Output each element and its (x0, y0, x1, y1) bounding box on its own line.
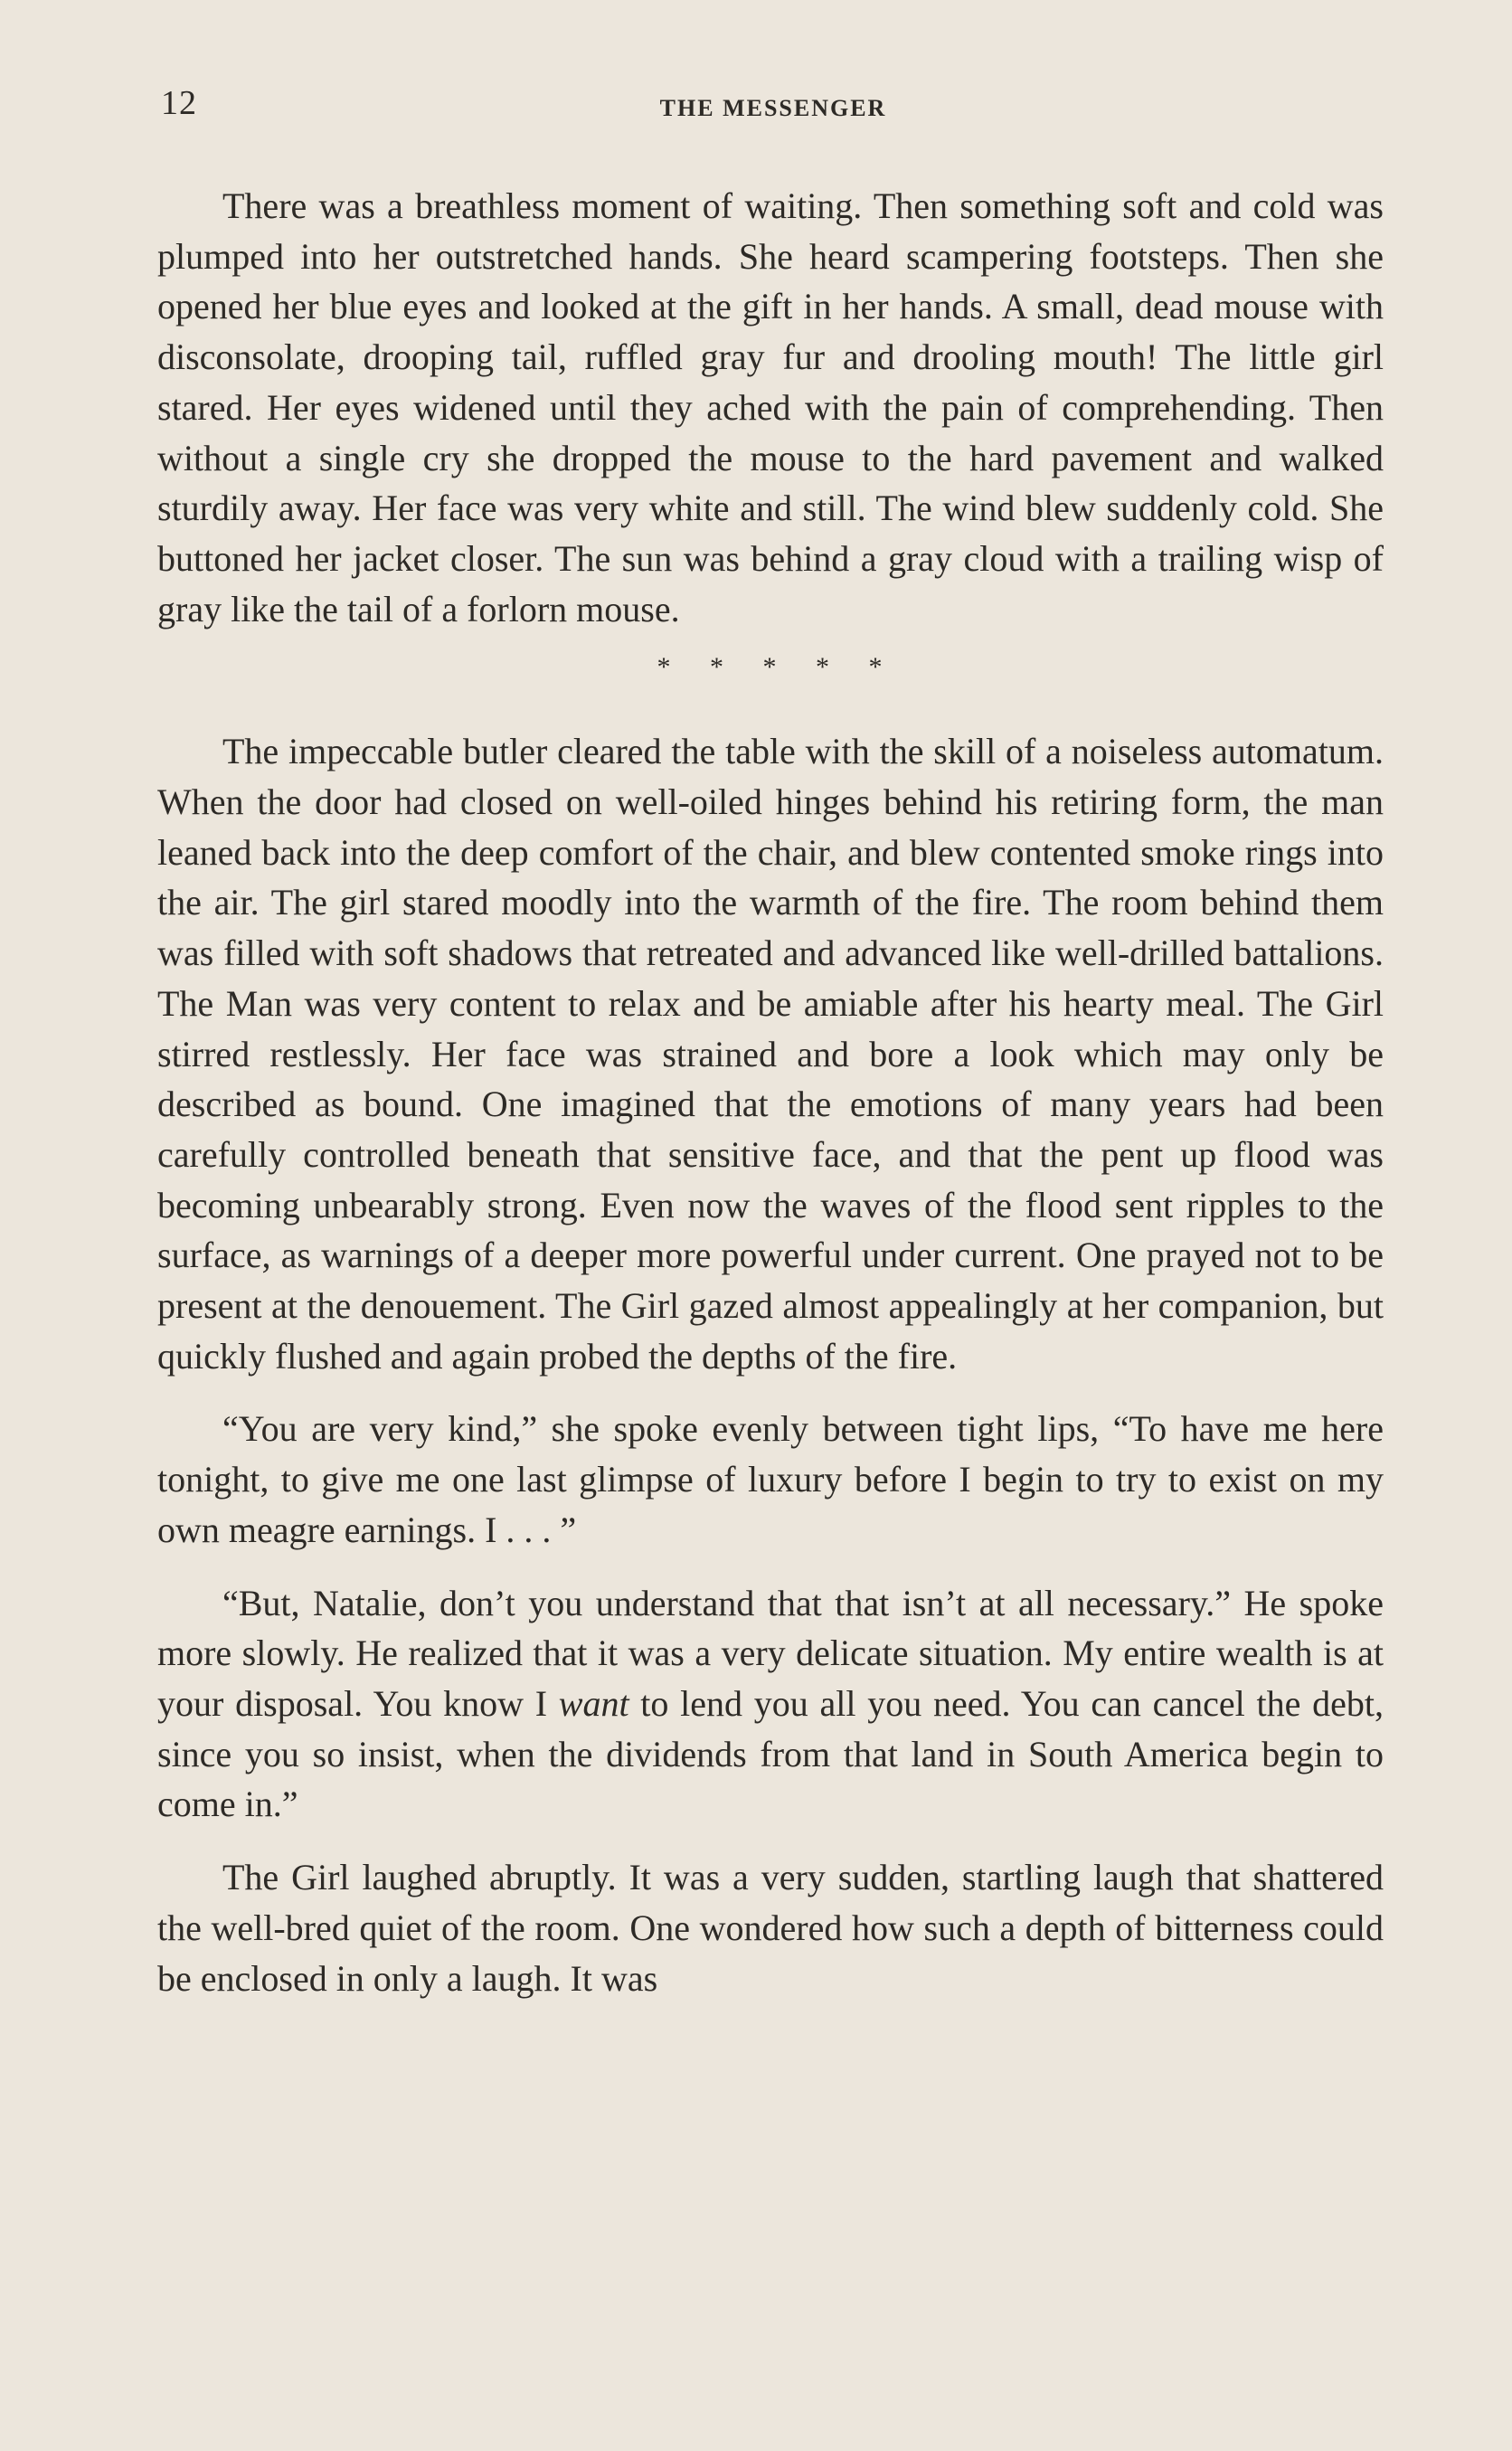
journal-title: THE MESSENGER (659, 95, 887, 121)
body-text (157, 181, 1384, 2003)
paragraph-butler-scene: The impeccable butler cleared the table with the skill of a noiseless automatum. When the door had closed on well-oiled hinges behind his retiring form, the man leaned back into the deep comfort of the chair, and blew contented smoke rings into the air. The girl stared moodly into the warmth of the fire. The room behind them was filled with soft shadows that retreated and advanced like well-drilled battalions. The Man was very content to relax and be amiable after his hearty meal. The Girl stirred restlessly. Her face was strained and bore a look which may only be described as bound. One imagined that the emotions of many years had been carefully controlled beneath that sensitive face, and that the pent up flood was becoming unbearably strong. Even now the waves of the flood sent ripples to the surface, as warnings of a deeper more powerful under current. One prayed not to be present at the denouement. The Girl gazed almost appealingly at her companion, but quickly flushed and again probed the depths of the fire. (157, 731, 1384, 1377)
page-number: 12 (161, 84, 197, 122)
dialogue-text-after: to lend you all you need. You can cancel the debt, since you so insist, when the dividends from that land in South America begin to come in.” (157, 1682, 1384, 1825)
emphasized-word: want (558, 1682, 629, 1724)
running-head (161, 83, 1385, 128)
paragraph-girl-dialogue: “You are very kind,” she spoke evenly between tight lips, “To have me here tonight, to give me one last glimpse of luxury before I begin to try to exist on my own meagre earnings. I . . . ” (157, 1408, 1384, 1550)
paragraph-girl-laugh: The Girl laughed abruptly. It was a very sudden, startling laugh that shattered the well-bred quiet of the room. One wondered how such a depth of bitterness could be enclosed in only a laugh. It was (157, 1857, 1384, 1999)
section-break-asterisks: * * * * * (657, 652, 884, 683)
paragraph-mouse-scene: There was a breathless moment of waiting. Then something soft and cold was plumped into her outstretched hands. She heard scampering footsteps. Then she opened her blue eyes and looked at the gift in her hands. A small, dead mouse with disconsolate, drooping tail, ruffled gray fur and drooling mouth! The little girl stared. Her eyes widened until they ached with the pain of comprehending. Then without a single cry she dropped the mouse to the hard pavement and walked sturdily away. Her face was very white and still. The wind blew suddenly cold. She buttoned her jacket closer. The sun was behind a gray cloud with a trailing wisp of gray like the tail of a forlorn mouse. (157, 185, 1384, 629)
paragraph-man-dialogue (157, 1578, 1384, 1831)
dialogue-text-before: “But, Natalie, don’t you understand that that isn’t at all necessary.” He spoke more slowly. He realized that it was a very delicate situation. My entire wealth is at your disposal. You know I (157, 1582, 1384, 1724)
